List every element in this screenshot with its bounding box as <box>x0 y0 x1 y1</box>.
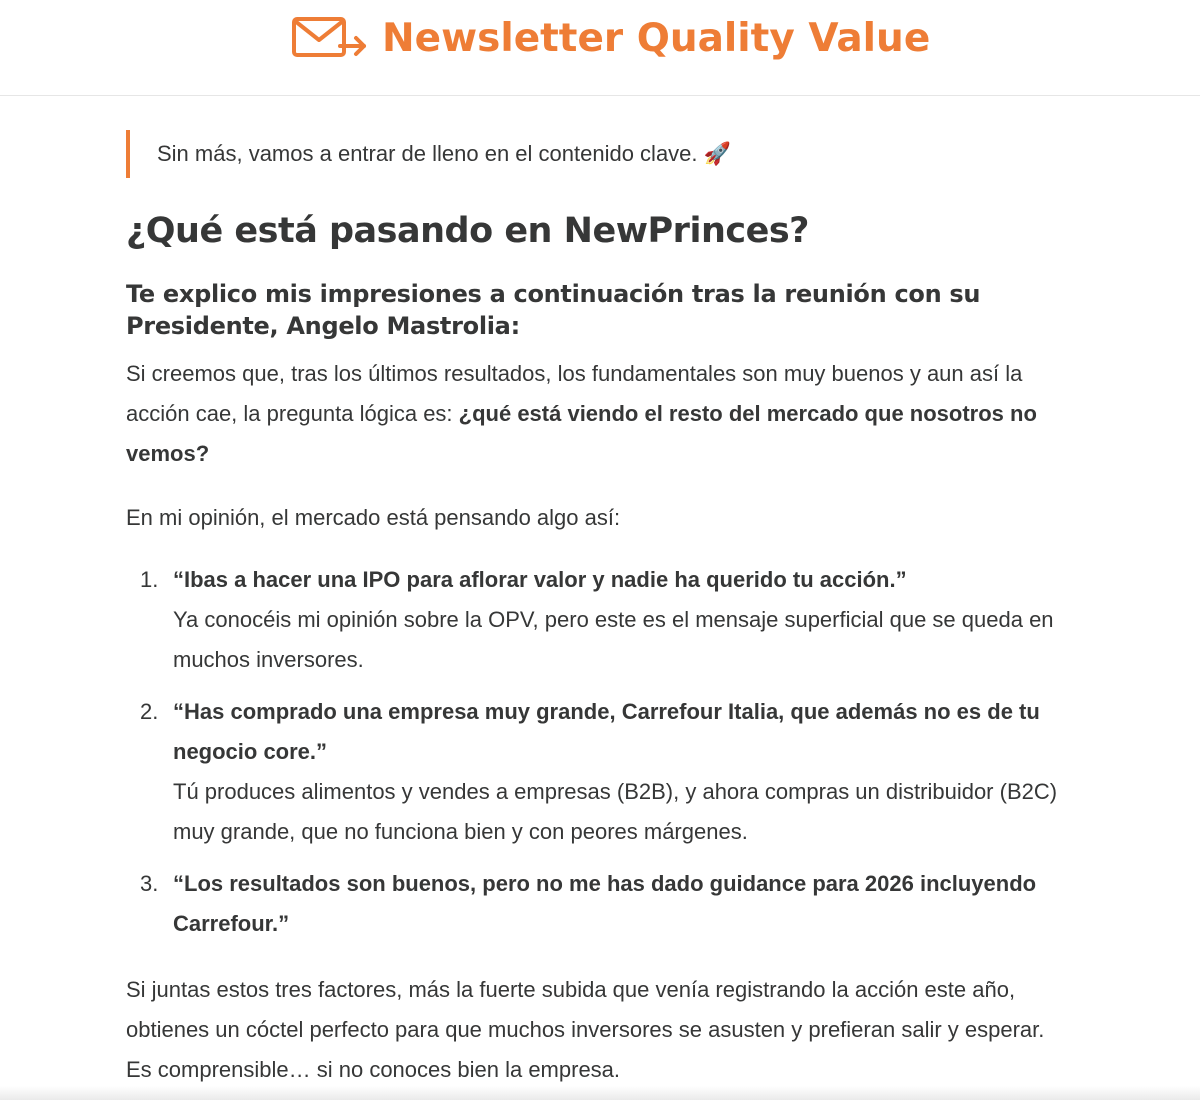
list-item <box>126 864 1066 944</box>
list-item-number: 2. <box>140 699 159 724</box>
envelope-arrow-icon <box>292 16 368 60</box>
list-item-description: Tú produces alimentos y vendes a empresas (B2B), y ahora compras un distribuidor (B2C) muy grande, que no funciona bien y con peores márgenes. <box>173 779 1058 844</box>
quote-text: Sin más, vamos a entrar de lleno en el contenido clave. <box>157 141 698 166</box>
list-item <box>126 560 1066 680</box>
brand-link[interactable] <box>292 10 930 66</box>
paragraph-opinion: En mi opinión, el mercado está pensando algo así: <box>126 505 621 530</box>
section-subheading: Te explico mis impresiones a continuación tras la reunión con su Presidente, Angelo Mastrolia: <box>126 280 981 340</box>
paragraph-conclusion: Si juntas estos tres factores, más la fuerte subida que venía registrando la acción este año, obtienes un cóctel perfecto para que muchos inversores se asusten y prefieran salir y esperar. Es comprensible… si no conoces bien la empresa. <box>126 977 1045 1082</box>
market-thoughts-list <box>126 560 1066 944</box>
rocket-icon: 🚀 <box>703 141 731 166</box>
list-item-title: “Los resultados son buenos, pero no me has dado guidance para 2026 incluyendo Carrefour.” <box>173 871 1037 936</box>
blockquote <box>126 130 1066 178</box>
paragraph-question-text: Si creemos que, tras los últimos resultados, los fundamentales son muy buenos y aun así la acción cae, la pregunta lógica es: <box>126 361 1023 426</box>
list-item-title: “Has comprado una empresa muy grande, Carrefour Italia, que además no es de tu negocio core.” <box>173 699 1040 764</box>
section-heading: ¿Qué está pasando en NewPrinces? <box>126 211 809 251</box>
list-item-number: 3. <box>140 871 159 896</box>
newsletter-header <box>0 0 1200 96</box>
list-item-number: 1. <box>140 567 159 592</box>
list-item-description: Ya conocéis mi opinión sobre la OPV, pero este es el mensaje superficial que se queda en muchos inversores. <box>173 607 1054 672</box>
scroll-fade <box>0 1086 1200 1100</box>
paragraph-question-bold: ¿qué está viendo el resto del mercado que nosotros no vemos? <box>126 401 1037 466</box>
list-item-title: “Ibas a hacer una IPO para aflorar valor y nadie ha querido tu acción.” <box>173 567 907 592</box>
list-item <box>126 692 1066 852</box>
article-body <box>126 120 1066 1090</box>
newsletter-title: Newsletter Quality Value <box>382 15 931 61</box>
paragraph-question <box>126 354 1066 474</box>
